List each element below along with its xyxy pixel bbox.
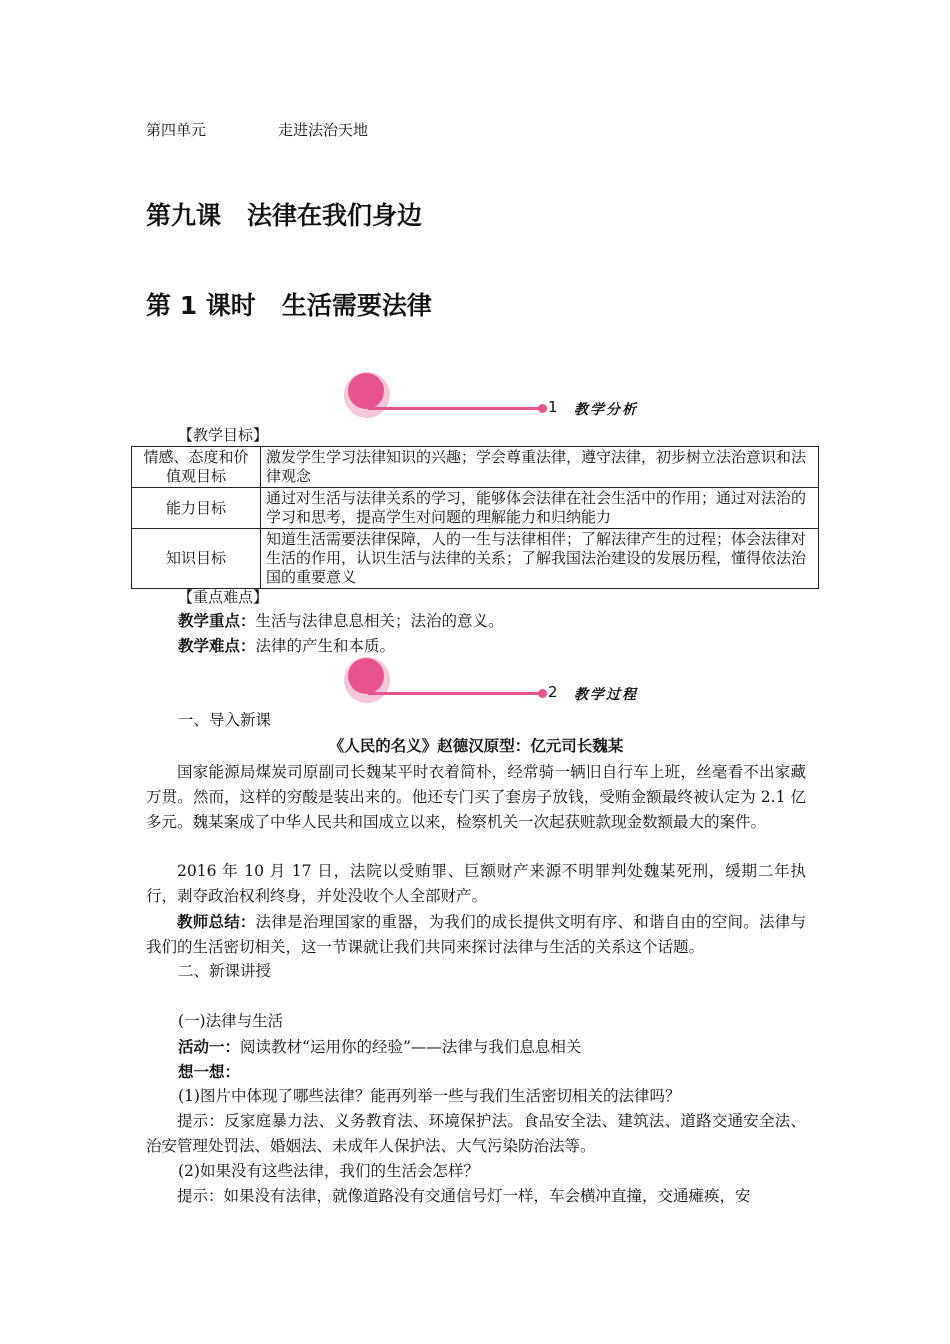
summary-text: 法律是治理国家的重器，为我们的成长提供文明有序、和谐自由的空间。法律与我们的生活密切相关，这一节课就让我们共同来探讨法律与生活的关系这个话题。 (146, 913, 806, 956)
table-row (132, 529, 819, 589)
lesson-number: 第九课 (146, 201, 222, 230)
activity-text: 阅读教材“运用你的经验”——法律与我们息息相关 (240, 1038, 582, 1056)
new-lesson-heading: 二、新课讲授 (178, 962, 272, 980)
summary-label: 教师总结： (177, 912, 256, 931)
difficulty-text: 法律的产生和本质。 (255, 637, 396, 655)
period-title (146, 286, 432, 322)
section-header-process (330, 655, 660, 707)
section-number: 2 (548, 683, 558, 701)
dot-icon (538, 404, 547, 413)
question-1: (1)图片中体现了哪些法律？能再列举一些与我们生活密切相关的法律吗？ (178, 1087, 681, 1105)
answer-2: 提示：如果没有法律，就像道路没有交通信号灯一样，车会横冲直撞，交通瘫痪，安 (177, 1187, 751, 1205)
divider-line (368, 407, 543, 410)
section-header-analysis (330, 370, 660, 422)
key-points-heading: 【重点难点】 (178, 588, 269, 606)
lesson-title (146, 196, 422, 232)
sub-heading: (一)法律与生活 (178, 1012, 284, 1030)
period-name: 生活需要法律 (281, 291, 432, 320)
goals-heading: 【教学目标】 (178, 426, 269, 444)
section-title: 教学分析 (574, 402, 638, 418)
activity-label: 活动一： (178, 1037, 241, 1056)
period-number: 第 1 课时 (146, 291, 256, 320)
answer-1: 提示：反家庭暴力法、义务教育法、环境保护法。食品安全法、建筑法、道路交通安全法、治安管理处罚法、婚姻法、未成年人保护法、大气污染防治法等。 (146, 1112, 806, 1155)
intro-heading: 一、导入新课 (178, 711, 272, 729)
dot-icon (538, 689, 547, 698)
story-paragraph: 2016 年 10 月 17 日，法院以受贿罪、巨额财产来源不明罪判处魏某死刑，缓期二年执行，剥夺政治权利终身，并处没收个人全部财产。 (146, 862, 806, 905)
focus-text: 生活与法律息息相关；法治的意义。 (255, 612, 504, 630)
circle-decoration-icon (348, 373, 384, 409)
table-row (132, 488, 819, 529)
activity-line (178, 1034, 581, 1060)
unit-header (146, 119, 369, 140)
goals-table (131, 446, 819, 589)
goal-text: 激发学生学习法律知识的兴趣；学会尊重法律，遵守法律，初步树立法治意识和法律观念 (261, 447, 819, 488)
question-2: (2)如果没有这些法律，我们的生活会怎样？ (178, 1162, 479, 1180)
goal-text: 知道生活需要法律保障，人的一生与法律相伴；了解法律产生的过程；体会法律对生活的作用，认识生活与法律的关系；了解我国法治建设的发展历程，懂得依法治国的重要意义 (261, 529, 819, 589)
goal-text: 通过对生活与法律关系的学习，能够体会法律在社会生活中的作用；通过对法治的学习和思考，提高学生对问题的理解能力和归纳能力 (261, 488, 819, 529)
lesson-name: 法律在我们身边 (247, 201, 423, 230)
goal-label: 能力目标 (132, 488, 261, 529)
unit-title: 走进法治天地 (278, 121, 369, 139)
focus-label: 教学重点： (178, 611, 256, 630)
story-paragraph: 国家能源局煤炭司原副司长魏某平时衣着简朴，经常骑一辆旧自行车上班，丝毫看不出家藏万贯。然而，这样的穷酸是装出来的。他还专门买了套房子放钱，受贿金额最终被认定为 2.1 亿多元。魏某案成了中华人民共和国成立以来，检察机关一次起获赃款现金数额最大的案件。 (146, 763, 806, 831)
difficulty-label: 教学难点： (178, 636, 256, 655)
divider-line (368, 692, 543, 695)
story-title: 《人民的名义》赵德汉原型：亿元司长魏某 (328, 737, 624, 755)
unit-number: 第四单元 (146, 121, 207, 139)
section-title: 教学过程 (574, 687, 638, 703)
goal-label: 情感、态度和价值观目标 (132, 447, 261, 488)
section-number: 1 (548, 398, 558, 416)
summary-paragraph (146, 909, 806, 960)
think-label: 想一想： (178, 1062, 241, 1081)
goal-label: 知识目标 (132, 529, 261, 589)
table-row (132, 447, 819, 488)
focus-line (178, 608, 504, 634)
circle-decoration-icon (348, 658, 384, 694)
